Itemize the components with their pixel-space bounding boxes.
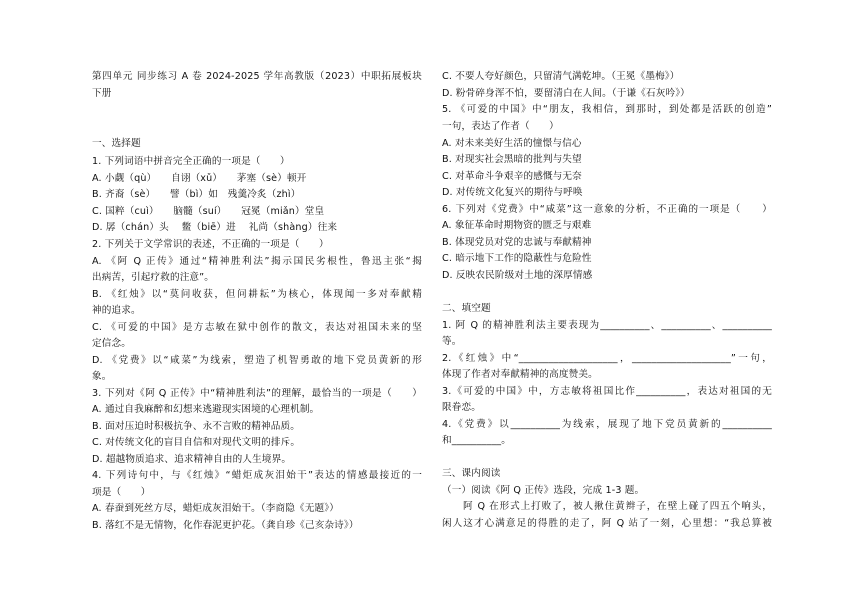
left-text-line: B. 落红不是无情物，化作春泥更护花。（龚自珍《己亥杂诗》） — [92, 520, 359, 531]
left-text-line: B. 面对压迫时积极抗争、永不言败的精神品质。 — [92, 421, 301, 432]
left-text-line: 第四单元 同步练习 A 卷 2024-2025 学年高教版（2023）中职拓展板块 — [92, 71, 422, 82]
left-text-line: B. 齐裔（sè） 譬（bì）如 残羹冷炙（zhì） — [92, 189, 301, 200]
right-text-line: 一句，表达了作者（ ） — [442, 121, 559, 132]
right-text-line: 和__________。 — [442, 435, 511, 446]
left-text-line: 3. 下列对《阿 Q 正传》中“精神胜利法”的理解，最恰当的一项是（ ） — [92, 388, 422, 399]
left-text-line: A. 《阿 Q 正传》通过“精神胜利法”揭示国民劣根性，鲁迅主张“揭 — [92, 256, 422, 267]
right-text-line: 5. 《可爱的中国》中“朋友，我相信，到那时，到处都是活跃的创造” — [442, 104, 772, 115]
left-text-line: B. 《红烛》以“莫问收获，但问耕耘”为核心，体现闻一多对奉献精 — [92, 289, 422, 300]
left-text-line: 下册 — [92, 88, 112, 99]
left-text-line: A. 春蚕到死丝方尽，蜡炬成灰泪始干。（李商隐《无题》） — [92, 503, 339, 514]
left-text-line: 2. 下列关于文学常识的表述，不正确的一项是（ ） — [92, 239, 329, 250]
left-text-line: A. 小觑（qù） 自诩（xǔ） 茅塞（sè）顿开 — [92, 173, 307, 184]
right-text-line: 4.《党费》以__________为线索，展现了地下党员黄新的__________ — [442, 419, 772, 430]
left-text-line: 项是（ ） — [92, 487, 151, 498]
right-text-line: 闲人这才心满意足的得胜的走了，阿 Q 站了一刻，心里想：“我总算被 — [442, 518, 772, 529]
right-text-line: D. 对传统文化复兴的期待与呼唤 — [442, 187, 583, 198]
right-text-line: 等。 — [442, 336, 462, 347]
right-text-line: B. 体现党员对党的忠诚与奉献精神 — [442, 237, 592, 248]
right-text-line: C. 不要人夸好颜色，只留清气满乾坤。（王冕《墨梅》） — [442, 71, 680, 82]
left-text-line: 4. 下列诗句中，与《红烛》“蜡炬成灰泪始干”表达的情感最接近的一 — [92, 470, 422, 481]
right-text-line: 3.《可爱的中国》中，方志敏将祖国比作__________，表达对祖国的无 — [442, 386, 772, 397]
left-text-line: 神的追求。 — [92, 305, 141, 316]
right-text-line: A. 象征革命时期物资的匮乏与艰难 — [442, 220, 592, 231]
left-text-line: D. 《党费》以“咸菜”为线索，塑造了机智勇敢的地下党员黄新的形 — [92, 355, 422, 366]
left-text-line: D. 孱（chán）头 鳖（biē）进 礼尚（shàng）往来 — [92, 222, 338, 233]
right-text-line: 三、课内阅读 — [442, 468, 501, 479]
right-text-line: D. 反映农民阶级对土地的深厚情感 — [442, 270, 593, 281]
right-text-line: 6. 下列对《党费》中“咸菜”这一意象的分析，不正确的一项是（ ） — [442, 204, 772, 215]
right-text-line: B. 对现实社会黑暗的批判与失望 — [442, 154, 582, 165]
left-text-line: 定信念。 — [92, 338, 131, 349]
left-text-line: C. 对传统文化的盲目自信和对现代文明的排斥。 — [92, 437, 301, 448]
right-text-line: 二、填空题 — [442, 303, 491, 314]
right-text-line: 体现了作者对奉献精神的高度赞美。 — [442, 369, 598, 380]
left-text-line: D. 超越物质追求、追求精神自由的人生境界。 — [92, 454, 292, 465]
right-text-line: 限眷恋。 — [442, 402, 481, 413]
left-text-line: 象。 — [92, 371, 112, 382]
right-text-line: C. 暗示地下工作的隐蔽性与危险性 — [442, 253, 592, 264]
left-text-line: C. 《可爱的中国》是方志敏在狱中创作的散文，表达对祖国未来的坚 — [92, 322, 422, 333]
right-text-line: （一）阅读《阿 Q 正传》选段，完成 1-3 题。 — [442, 485, 645, 496]
right-text-line: D. 粉骨碎身浑不怕，要留清白在人间。（于谦《石灰吟》） — [442, 88, 690, 99]
right-text-line: 阿 Q 在形式上打败了，被人揪住黄辫子，在壁上碰了四五个响头， — [442, 501, 772, 512]
left-text-line: 一、选择题 — [92, 138, 141, 149]
right-text-line: C. 对革命斗争艰辛的感慨与无奈 — [442, 171, 582, 182]
left-text-line: 出病苦，引起疗救的注意”。 — [92, 272, 215, 283]
right-text-line: 2.《红烛》中“____________________，____________________”一句， — [442, 353, 772, 364]
right-text-line: 1. 阿 Q 的精神胜利法主要表现为__________、__________、__________ — [442, 320, 772, 331]
right-text-line: A. 对未来美好生活的憧憬与信心 — [442, 138, 582, 149]
left-text-line: 1. 下列词语中拼音完全正确的一项是（ ） — [92, 156, 290, 167]
left-text-line: A. 通过自我麻醉和幻想来逃避现实困境的心理机制。 — [92, 404, 320, 415]
left-text-line: C. 国粹（cuì） 脑髓（suí） 冠冕（miǎn）堂皇 — [92, 206, 325, 217]
